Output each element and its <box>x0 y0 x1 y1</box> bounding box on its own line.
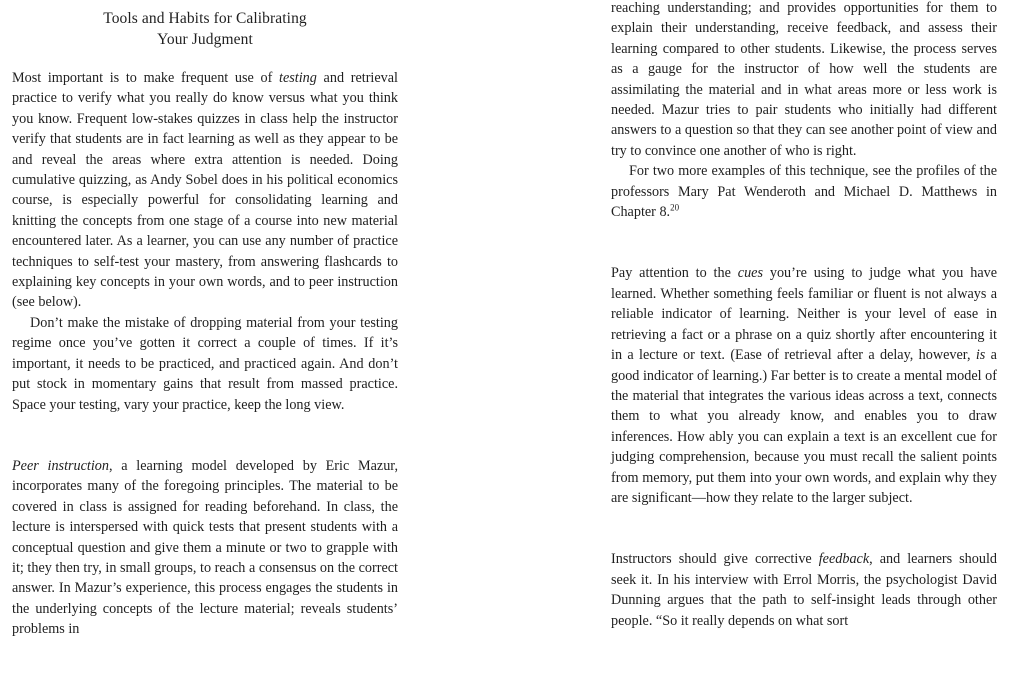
left-page <box>12 0 398 640</box>
testing-regime-paragraph: Don’t make the mistake of dropping material from your testing regime once you’ve gotten it correct a couple of times. If it’s important, it needs to be practiced, and practiced again. And don’t put stock in momentary gains that result from massed practice. Space your testing, vary your practice, keep the long view. <box>12 314 398 413</box>
section-title-line-1: Tools and Habits for Calibrating <box>103 10 307 27</box>
section-title-line-2: Your Judgment <box>157 31 253 48</box>
testing-paragraph: Most important is to make frequent use of testing and retrieval practice to verify what you really do know versus what you think you know. Frequent low-stakes quizzes in class help the instructor verify that students are in fact learning as well as they appear to be and reveal the areas where extra attention is needed. Doing cumulative quizzing, as Andy Sobel does in his political economics course, is especially powerful for consolidating learning and knitting the concepts from one stage of a course into new material encountered later. As a learner, you can use any number of practice techniques to self-test your mastery, from answering flashcards to explaining key concepts in your own words, and to peer instruction (see below). <box>12 70 398 311</box>
section-title <box>12 8 398 50</box>
peer-instruction-paragraph: Peer instruction, a learning model developed by Eric Mazur, incorporates many of the foregoing principles. The material to be covered in class is assigned for reading beforehand. In class, the lecture is interspersed with quick tests that present students with a conceptual question and give them a minute or two to grapple with it; they then try, in small groups, to reach a consensus on the correct answer. In Mazur’s experience, this process engages the students in the underlying concepts of the lecture material; reveals students’ problems in <box>12 457 398 638</box>
right-page <box>611 0 997 631</box>
feedback-paragraph: Instructors should give corrective feedback, and learners should seek it. In his interview with Errol Morris, the psychologist David Dunning argues that the path to self-insight leads through other people. “So it really depends on what sort <box>611 551 997 629</box>
peer-instruction-continued-paragraph: reaching understanding; and provides opportunities for them to explain their understanding, receive feedback, and assess their learning compared to other students. Likewise, the process serves as a gauge for the instructor of how well the students are assimilating the material and in what areas more or less work is needed. Mazur tries to pair students who initially had different answers to a question so that they can see another point of view and try to convince one another of who is right. <box>611 0 997 159</box>
footnote-reference: 20 <box>670 202 680 213</box>
cues-paragraph: Pay attention to the cues you’re using to judge what you have learned. Whether something feels familiar or fluent is not always a reliable indicator of learning. Neither is your level of ease in retrieving a fact or a phrase on a quiz shortly after encountering it in a lecture or text. (Ease of retrieval after a delay, however, is a good indicator of learning.) Far better is to create a mental model of the material that integrates the various ideas across a text, connects them to what you already know, and enables you to draw inferences. How ably you can explain a text is an excellent cue for judging comprehension, because you must recall the salient points from memory, put them into your own words, and explain why they are significant—how they relate to the larger subject. <box>611 265 998 506</box>
examples-paragraph: For two more examples of this technique, see the profiles of the professors Mary Pat Wenderoth and Michael D. Matthews in Chapter 8.20 <box>611 163 997 221</box>
